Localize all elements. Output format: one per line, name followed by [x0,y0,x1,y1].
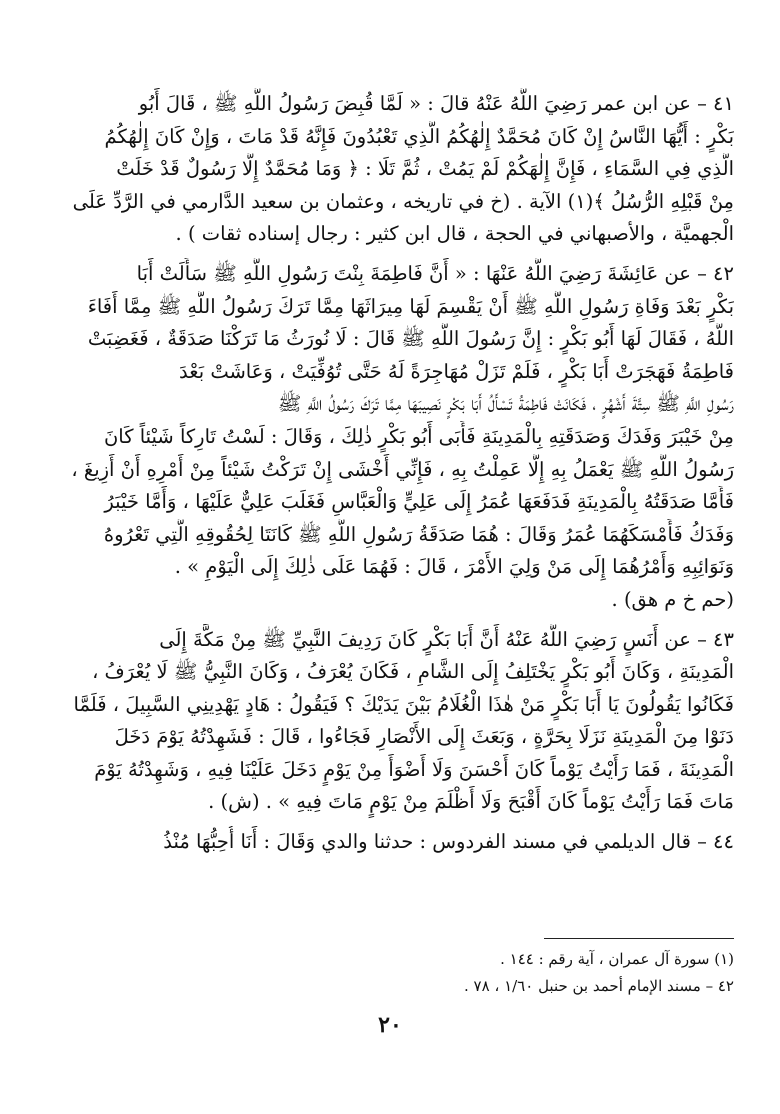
text-line: (حم خ م هق) . [611,587,734,611]
text-line: رَسُولِ اللَّهِ ﷺ سِتَّةَ أَشْهُرٍ ، فَكَانَتْ فَاطِمَةُ تَسْأَلُ أَبَا بَكْرٍ نَصِيبَهَا مِمَّا تَرَكَ رَسُولُ اللَّهِ ﷺ [277,392,734,416]
page-number: ٢٠ [378,1012,402,1038]
footnote-1: (١) سورة آل عمران ، آية رقم : ١٤٤ . [500,950,734,968]
text-line: الْجهميَّة ، والأصبهاني في الحجة ، قال ابن كثير : رجال إسناده ثقات ) . [175,222,734,246]
footnotes [44,946,734,1000]
hadith-44 [44,826,734,859]
text-line: الْمَدِينَةِ ، وَكَانَ أَبُو بَكْرٍ يَخْتَلِفُ إِلَى الشَّامِ ، فَكَانَ يُعْرَفُ ، وَكَانَ النَّبِيُّ ﷺ لَا يُعْرَفُ ، [92,660,734,684]
text-line: رَسُولُ اللَّهِ ﷺ يَعْمَلُ بِهِ إِلَّا عَمِلْتُ بِهِ ، فَإِنِّي أَخْشَى إِنْ تَرَكْتُ شَيْئاً مِنْ أَمْرِهِ أَنْ أَزِيغَ ، [71,457,734,481]
main-text [44,88,734,859]
text-line: فَأَمَّا صَدَقَتُهُ بِالْمَدِينَةِ فَدَفَعَهَا عُمَرُ إِلَى عَلِيٍّ وَالْعَبَّاسِ فَغَلَبَ عَلِيٌّ عَلَيْهَا ، وَأَمَّا خَيْبَرُ [104,490,734,514]
text-line: اللَّهُ ، فَقَالَ لَهَا أَبُو بَكْرٍ : إِنَّ رَسُولَ اللَّهِ ﷺ قَالَ : لَا نُورَثُ مَا تَرَكْنَا صَدَقَةٌ ، فَغَضِبَتْ [87,327,734,351]
text-line: مِنْ خَيْبَرَ وَفَدَكَ وَصَدَقَتِهِ بِالْمَدِينَةِ فَأَبَى أَبُو بَكْرٍ ذٰلِكَ ، وَقَالَ : لَسْتُ تَارِكاً شَيْئاً كَانَ [103,424,734,448]
text-line: مَاتَ فَمَا رَأَيْتُ يَوْماً كَانَ أَقْبَحَ وَلَا أَظْلَمَ مِنْ يَوْمٍ مَاتَ فِيهِ » . (ش) . [208,790,734,814]
text-line: دَنَوْا مِنَ الْمَدِينَةِ نَزَلَا بِحَرَّةٍ ، وَبَعَثَ إِلَى الأَنْصَارِ فَجَاءُوا ، قَالَ : فَشَهِدْتُهُ يَوْمَ دَخَلَ [114,725,734,749]
text-line: وَنَوَائِبِهِ وَأَمْرُهُمَا إِلَى مَنْ وَلِيَ الأَمْرَ ، قَالَ : فَهُمَا عَلَى ذٰلِكَ إِلَى الْيَوْمِ » . [174,555,734,579]
text-line: الْمَدِينَةَ ، فَمَا رَأَيْتُ يَوْماً كَانَ أَحْسَنَ وَلَا أَضْوَأَ مِنْ يَوْمٍ دَخَلَ عَلَيْنَا فِيهِ ، وَشَهِدْتُهُ يَوْمَ [94,757,734,781]
text-line: ٤٤ – قال الديلمي في مسند الفردوس : حدثنا والدي وَقَالَ : أَنَا أُحِبُّهَا مُنْذُ [163,830,734,854]
text-line: بَكْرٍ بَعْدَ وَفَاةِ رَسُولِ اللَّهِ ﷺ أَنْ يَقْسِمَ لَهَا مِيرَاثَهَا مِمَّا تَرَكَ رَسُولُ اللَّهِ ﷺ مِمَّا أَفَاءَ [87,294,734,318]
text-line: وَفَدَكُ فَأَمْسَكَهُمَا عُمَرُ وَقَالَ : هُمَا صَدَقَةُ رَسُولِ اللَّهِ ﷺ كَانَتَا لِحُقُوقِهِ الَّتِي تَعْرُوهُ [103,522,734,546]
text-line: بَكْرٍ : أَيُّهَا النَّاسُ إِنْ كَانَ مُحَمَّدٌ إِلٰهُكُمُ الَّذِي تَعْبُدُونَ فَإِنَّهُ قَدْ مَاتَ ، وَإِنْ كَانَ إِلٰهُكُمُ [104,124,734,148]
text-line: فَاطِمَةُ فَهَجَرَتْ أَبَا بَكْرٍ ، فَلَمْ تَزَلْ مُهَاجِرَةً لَهُ حَتَّى تُوُفِّيَتْ ، وَعَاشَتْ بَعْدَ [179,359,734,383]
text-line: الَّذِي فِي السَّمَاءِ ، فَإِنَّ إِلٰهَكُمْ لَمْ يَمُتْ ، ثُمَّ تَلَا : ﴿ وَمَا مُحَمَّدٌ إِلَّا رَسُولٌ قَدْ خَلَتْ [116,157,734,181]
hadith-42 [44,258,734,617]
text-line: ٤٣ – عن أَنَسٍ رَضِيَ اللَّهُ عَنْهُ أَنَّ أَبَا بَكْرٍ كَانَ رَدِيفَ النَّبِيِّ ﷺ مِنْ مَكَّةَ إِلَى [159,627,734,651]
text-line: فَكَانُوا يَقُولُونَ يَا أَبَا بَكْرٍ مَنْ هٰذَا الْغُلَامُ بَيْنَ يَدَيْكَ ؟ فَيَقُولُ : هَادٍ يَهْدِينِي السَّبِيلَ ، فَلَمَّا [73,692,734,716]
text-line: ٤٢ – عن عَائِشَةَ رَضِيَ اللَّهُ عَنْهَا : « أَنَّ فَاطِمَةَ بِنْتَ رَسُولِ اللَّهِ ﷺ سَأَلَتْ أَبَا [136,261,734,285]
hadith-41 [44,88,734,251]
footnote-2: ٤٢ – مسند الإمام أحمد بن حنبل ١/٦٠ ، ٧٨ . [464,977,734,995]
text-line: مِنْ قَبْلِهِ الرُّسُلُ ﴾(١) الآية . (خ في تاريخه ، وعثمان بن سعيد الدَّارمي في الرَّدِّ عَلَى [72,189,734,213]
hadith-43 [44,624,734,820]
text-line: ٤١ – عن ابن عمر رَضِيَ اللَّهُ عَنْهُ قالَ : « لَمَّا قُبِضَ رَسُولُ اللَّهِ ﷺ ، قَالَ أَبُو [138,92,734,115]
footnote-divider [544,938,734,939]
